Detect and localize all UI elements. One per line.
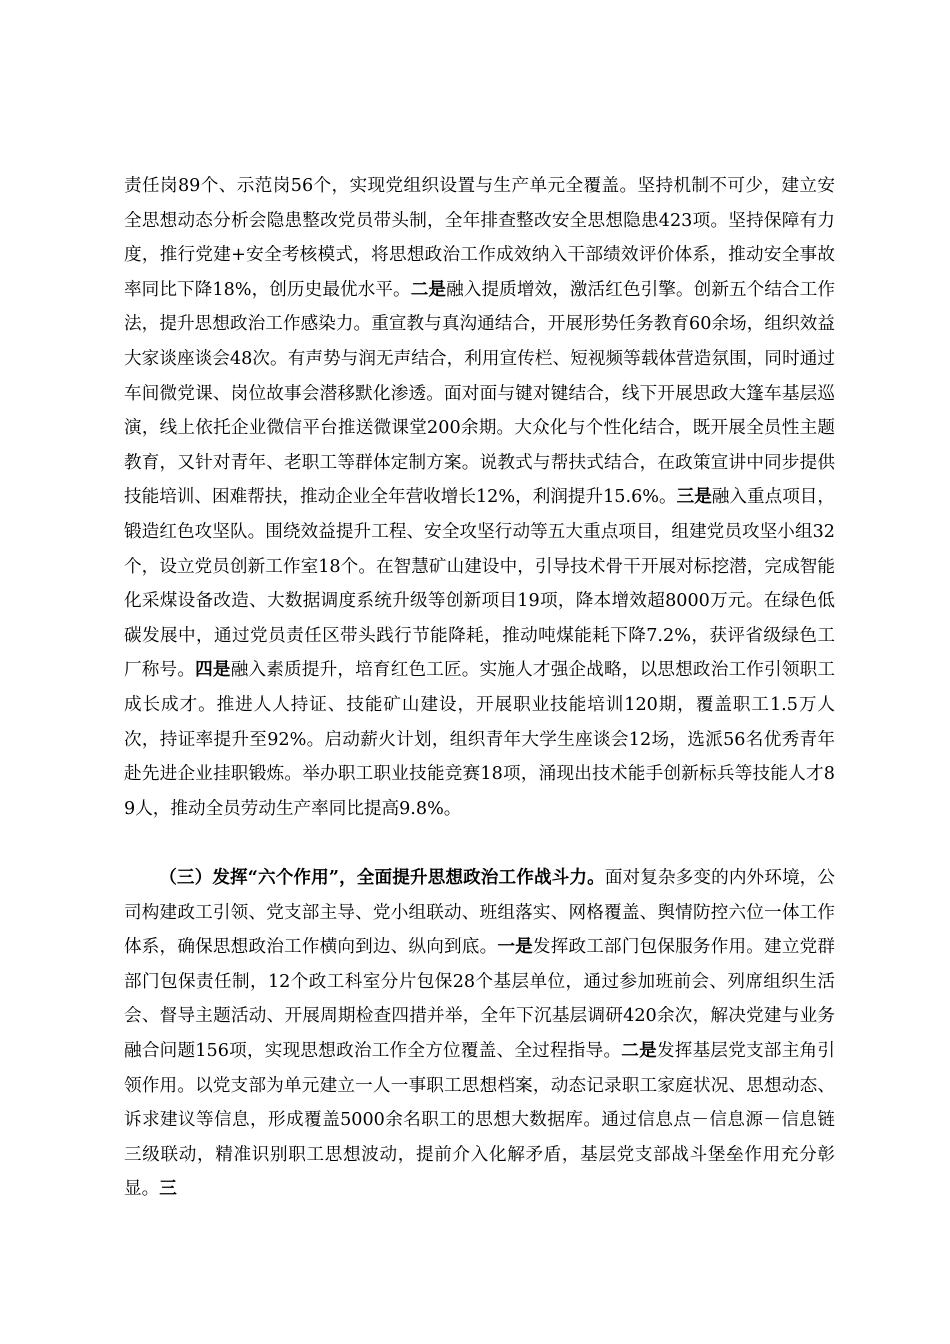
body-paragraph-2 bbox=[124, 861, 835, 1207]
bold-marker: 二是 bbox=[621, 1039, 657, 1061]
bold-marker: 四是 bbox=[195, 659, 231, 681]
paragraph-text: 发挥政工部门包保服务作用。建立党群部门包保责任制，12个政工科室分片包保28个基层单位，通过参加班前会、列席组织生活会、督导主题活动、开展周期检查四措并举，全年下沉基层调研420余次，解决党建与业务融合问题156项，实现思想政治工作全方位覆盖、全过程指导。 bbox=[124, 937, 835, 1061]
bold-marker: 三是 bbox=[676, 486, 712, 508]
bold-marker: 二是 bbox=[410, 278, 447, 300]
section-heading: （三）发挥“六个作用”，全面提升思想政治工作战斗力。 bbox=[159, 867, 605, 888]
paragraph-text: 融入重点项目，锻造红色攻坚队。围绕效益提升工程、安全攻坚行动等五大重点项目，组建党员攻坚小组32个，设立党员创新工作室18个。在智慧矿山建设中，引导技术骨干开展对标挖潜，完成智能化采煤设备改造、大数据调度系统升级等创新项目19项，降本增效超8000万元。在绿色低碳发展中，通过党员责任区带头践行节能降耗，推动吨煤能耗下降7.2%，获评省级绿色工厂称号。 bbox=[124, 487, 835, 681]
paragraph-text: 融入素质提升，培育红色工匠。实施人才强企战略，以思想政治工作引领职工成长成才。推进人人持证、技能矿山建设，开展职业技能培训120期，覆盖职工1.5万人次，持证率提升至92%。启动薪火计划，组织青年大学生座谈会12场，选派56名优秀青年赴先进企业挂职锻炼。举办职工职业技能竞赛18项，涌现出技术能手创新标兵等技能人才89人，推动全员劳动生产率同比提高9.8%。 bbox=[124, 660, 835, 819]
body-paragraph-1 bbox=[124, 169, 835, 826]
bold-marker: 一是 bbox=[497, 936, 533, 958]
bold-marker: 三 bbox=[159, 1178, 177, 1200]
paragraph-text: 发挥基层党支部主角引领作用。以党支部为单元建立一人一事职工思想档案，动态记录职工家庭状况、思想动态、诉求建议等信息，形成覆盖5000余名职工的思想大数据库。通过信息点－信息源－信息链三级联动，精准识别职工思想波动，提前介入化解矛盾，基层党支部战斗堡垒作用充分彰显。 bbox=[124, 1040, 835, 1200]
paragraph-text: 面对复杂多变的内外环境，公司构建政工引领、党支部主导、党小组联动、班组落实、网格覆盖、舆情防控六位一体工作体系，确保思想政治工作横向到边、纵向到底。 bbox=[124, 868, 835, 958]
paragraph-text: 责任岗89个、示范岗56个，实现党组织设置与生产单元全覆盖。坚持机制不可少，建立安全思想动态分析会隐患整改党员带头制，全年排查整改安全思想隐患423项。坚持保障有力度，推行党建+安全考核模式，将思想政治工作成效纳入干部绩效评价体系，推动安全事故率同比下降18%，创历史最优水平。 bbox=[124, 176, 835, 300]
paragraph-text: 融入提质增效，激活红色引擎。创新五个结合工作法，提升思想政治工作感染力。重宣教与真沟通结合，开展形势任务教育60余场，组织效益大家谈座谈会48次。有声势与润无声结合，利用宣传栏、短视频等载体营造氛围，同时通过车间微党课、岗位故事会潜移默化渗透。面对面与键对键结合，线下开展思政大篷车基层巡演，线上依托企业微信平台推送微课堂200余期。大众化与个性化结合，既开展全员性主题教育，又针对青年、老职工等群体定制方案。说教式与帮扶式结合，在政策宣讲中同步提供技能培训、困难帮扶，推动企业全年营收增长12%，利润提升15.6%。 bbox=[124, 279, 835, 508]
